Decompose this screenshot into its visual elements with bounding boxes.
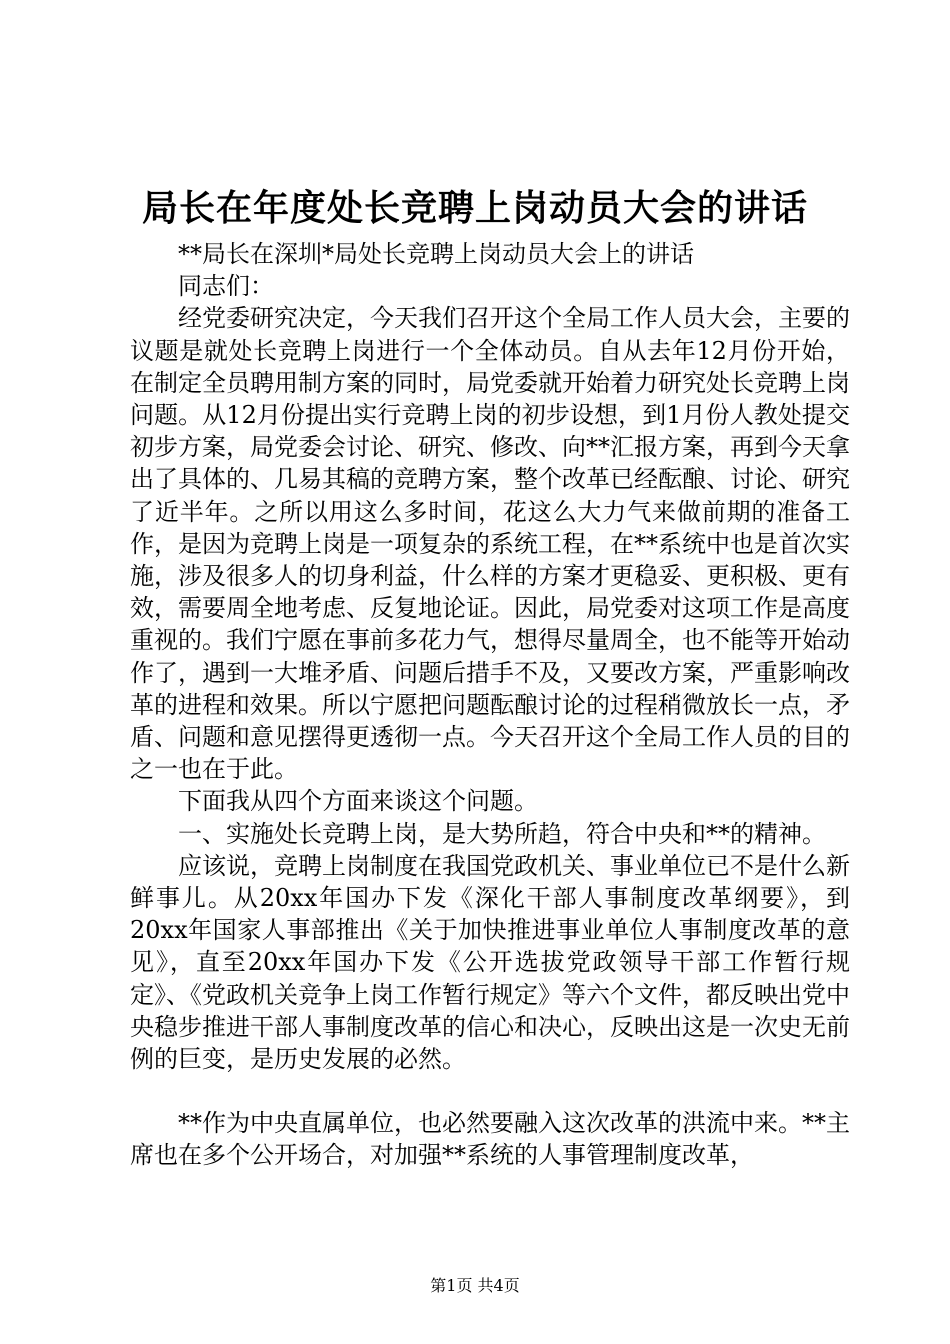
body-paragraph: 下面我从四个方面来谈这个问题。 [178, 787, 538, 816]
subtitle-paragraph: **局长在深圳*局处长竞聘上岗动员大会上的讲话 [178, 240, 694, 268]
body-paragraph: 经党委研究决定，今天我们召开这个全局工作人员大会，主要的议题是就处长竞聘上岗进行一个全体动员。自从去年12月份开始，在制定全员聘用制方案的同时，局党委就开始着力研究处长竞聘上岗问题。从12月份提出实行竞聘上岗的初步设想，到1月份人教处提交初步方案，局党委会讨论、研究、修改、向**汇报方案，再到今天拿出了具体的、几易其稿的竞聘方案，整个改革已经酝酿、讨论、研究了近半年。之所以用这么多时间，花这么大力气来做前期的准备工作，是因为竞聘上岗是一项复杂的系统工程，在**系统中也是首次实施，涉及很多人的切身利益，什么样的方案才更稳妥、更积极、更有效，需要周全地考虑、反复地论证。因此，局党委对这项工作是高度重视的。我们宁愿在事前多花力气，想得尽量周全，也不能等开始动作了，遇到一大堆矛盾、问题后措手不及，又要改方案，严重影响改革的进程和效果。所以宁愿把问题酝酿讨论的过程稍微放长一点，矛盾、问题和意见摆得更透彻一点。今天召开这个全局工作人员的目的之一也在于此。 [130, 304, 850, 784]
page-footer: 第1页 共4页 [430, 1276, 520, 1295]
section-heading-paragraph: 一、实施处长竞聘上岗，是大势所趋，符合中央和**的精神。 [178, 819, 826, 848]
document-title: 局长在年度处长竞聘上岗动员大会的讲话 [141, 187, 808, 229]
body-paragraph: 应该说，竞聘上岗制度在我国党政机关、事业单位已不是什么新鲜事儿。从20xx年国办下发《深化干部人事制度改革纲要》，到20xx年国家人事部推出《关于加快推进事业单位人事制度改革的意见》，直至20xx年国办下发《公开选拔党政领导干部工作暂行规定》、《党政机关竞争上岗工作暂行规定》等六个文件，都反映出党中央稳步推进干部人事制度改革的信心和决心，反映出这是一次史无前例的巨变，是历史发展的必然。 [130, 851, 850, 1074]
salutation-paragraph: 同志们： [178, 272, 274, 301]
body-paragraph: **作为中央直属单位，也必然要融入这次改革的洪流中来。**主席也在多个公开场合，对加强**系统的人事管理制度改革， [130, 1109, 850, 1170]
document-body [130, 238, 850, 1172]
